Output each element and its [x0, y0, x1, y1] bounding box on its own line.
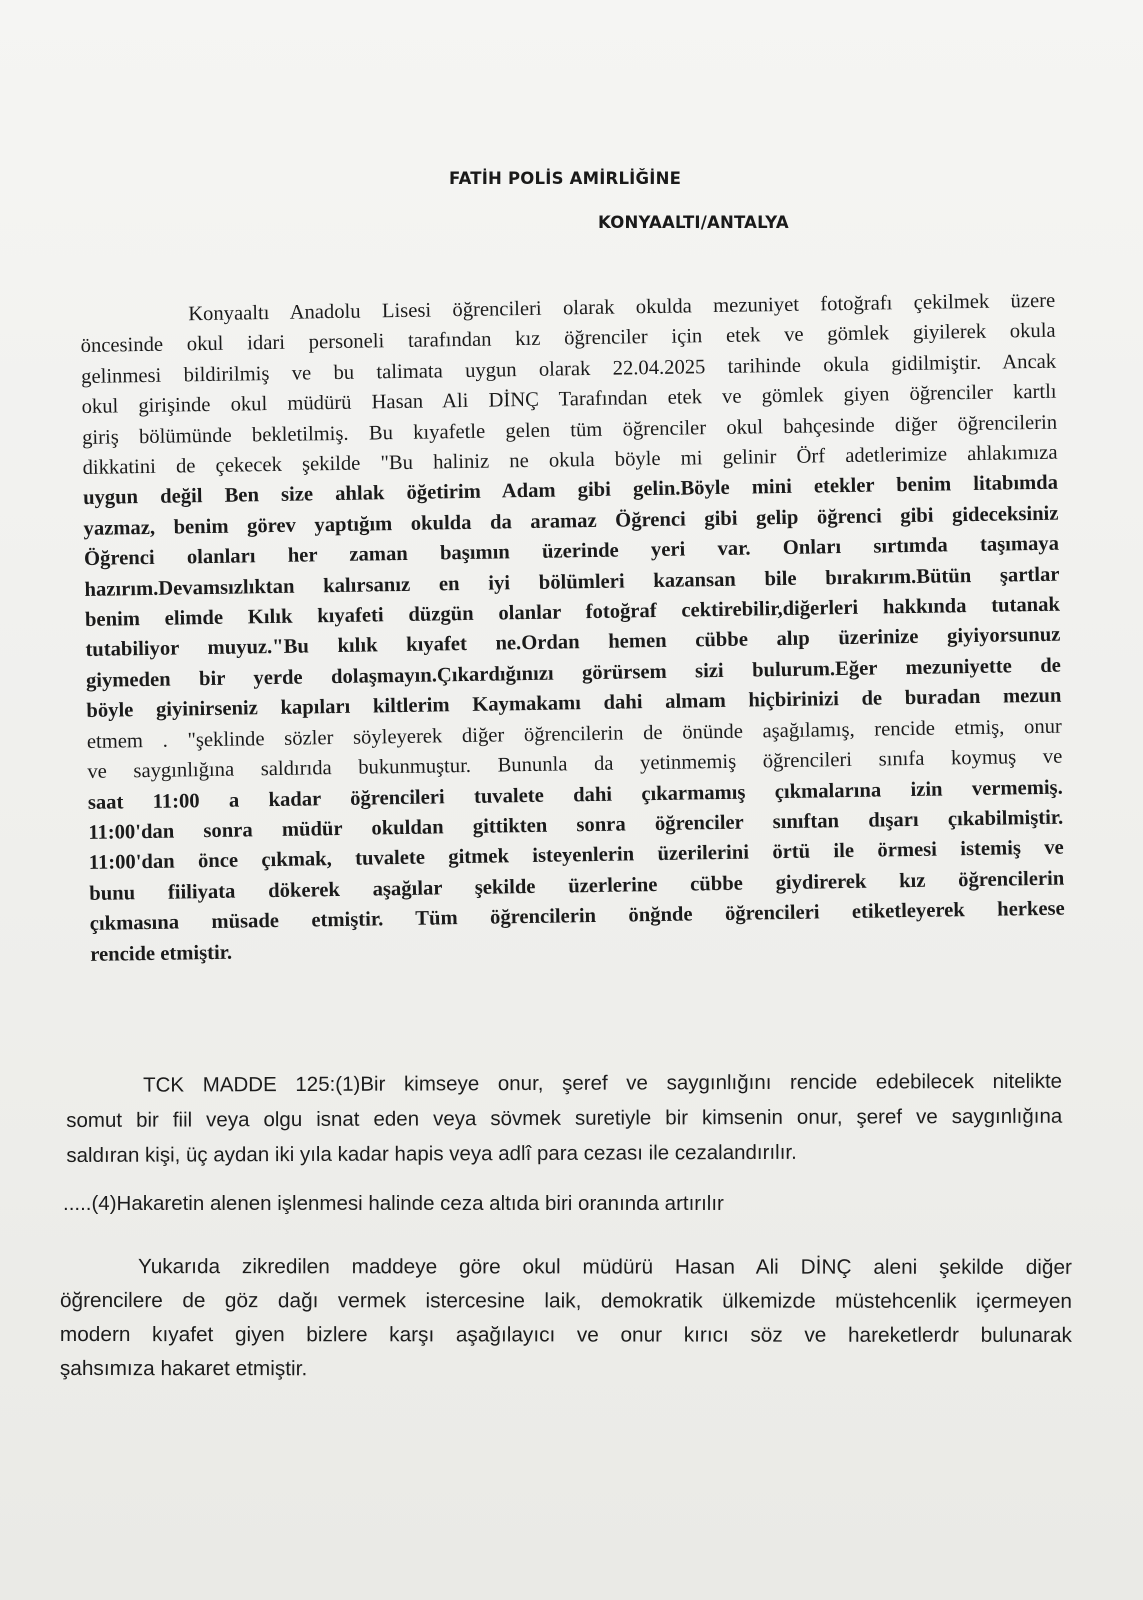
statement-line: ve saygınlığına saldırıda bukunmuştur. Bununla da yetinmemiş öğrencileri sınıfa koymuş ve — [87, 745, 1063, 784]
statement-line: dikkatini de çekecek şekilde "Bu haliniz ne okula böyle mi gelinir Örf adetlerimize ahlakımıza — [82, 441, 1058, 480]
statement-line: giriş bölümünde bekletilmiş. Bu kıyafetle gelen tüm öğrenciler okul bahçesinde diğer öğrencilerin — [81, 411, 1058, 449]
law-clause-4: .....(4)Hakaretin alenen işlenmesi halinde ceza altıda biri oranında artırılır — [63, 1192, 724, 1215]
statement-line: benim elimde Kılık kıyafeti düzgün olanlar fotoğraf cektirebilir,diğerleri hakkında tutanak — [84, 593, 1061, 632]
statement-line: yazmaz, benim görev yaptığım okulda da aramaz Öğrenci gibi gelip öğrenci gibi gideceksiniz — [83, 502, 1059, 540]
statement-line: öncesinde okul idari personeli tarafından kız öğrenciler için etek ve gömlek giyilerek okula — [80, 320, 1056, 358]
statement-paragraph — [80, 286, 1065, 970]
statement-line: çıkmasına müsade etmiştir. Tüm öğrencilerin önğnde öğrencileri etiketleyerek herkese — [89, 897, 1065, 936]
statement-line: hazırım.Devamsızlıktan kalırsanız en iyi bölümleri kazansan bile bırakırım.Bütün şartlar — [84, 563, 1060, 601]
statement-line: okul girişinde okul müdürü Hasan Ali DİNÇ Tarafından etek ve gömlek giyen öğrenciler kartlı — [81, 380, 1057, 419]
statement-line: böyle giyinirseniz kapıları kiltlerim Kaymakamı dahi almam hiçbirinizi de buradan mezun — [86, 684, 1062, 723]
conclusion-line: modern kıyafet giyen bizlere karşı aşağılayıcı ve onur kırıcı söz ve hareketlerdr bulunarak — [59, 1323, 1072, 1347]
conclusion-line: öğrencilere de göz dağı vermek istercesine laik, demokratik ülkemizde müstehcenlik içermeyen — [59, 1289, 1072, 1313]
statement-line: 11:00'dan sonra müdür okuldan gittikten sonra öğrenciler sınıftan dışarı çıkabilmiştir. — [88, 806, 1064, 844]
statement-line: gelinmesi bildirilmiş ve bu talimata uygun olarak 22.04.2025 tarihinde okula gidilmiştir. Ancak — [81, 350, 1057, 388]
statement-line: giymeden bir yerde dolaşmayın.Çıkardığınızı görürsem sizi bulurum.Eğer mezuniyette de — [85, 654, 1062, 692]
statement-line: 11:00'dan önce çıkmak, tuvalete gitmek isteyenlerin üzerilerini örtü ile örmesi istemiş ve — [88, 836, 1064, 875]
addressee-title: FATİH POLİS AMİRLİĞİNE — [449, 169, 682, 188]
statement-line: bunu fiiliyata dökerek aşağılar şekilde üzerlerine cübbe giydirerek kız öğrencilerin — [89, 867, 1065, 905]
conclusion-paragraph — [60, 1250, 1072, 1387]
statement-line: etmem . "şeklinde sözler söyleyerek diğer öğrencilerin de önünde aşağılamış, rencide etmiş, onur — [86, 715, 1062, 753]
law-line: TCK MADDE 125:(1)Bir kimseye onur, şeref ve saygınlığını rencide edebilecek nitelikte — [143, 1069, 1063, 1097]
conclusion-line: Yukarıda zikredilen maddeye göre okul müdürü Hasan Ali DİNÇ aleni şekilde diğer — [137, 1255, 1072, 1279]
law-article-paragraph — [66, 1064, 1062, 1173]
addressee-location: KONYAALTI/ANTALYA — [598, 213, 789, 232]
statement-line: tutabiliyor muyuz."Bu kılık kıyafet ne.Ordan hemen cübbe alıp üzerinize giyiyorsunuz — [85, 624, 1061, 662]
statement-line: uygun değil Ben size ahlak öğetirim Adam gibi gelin.Böyle mini etekler benim litabımda — [82, 472, 1059, 510]
statement-line: rencide etmiştir. — [90, 941, 233, 966]
law-line: somut bir fiil veya olgu isnat eden veya sövmek suretiyle bir kimsenin onur, şeref ve saygınlığına — [66, 1104, 1063, 1132]
law-line: saldıran kişi, üç aydan iki yıla kadar hapis veya adlî para cezası ile cezalandırılır. — [66, 1140, 797, 1167]
statement-line: saat 11:00 a kadar öğrencileri tuvalete dahi çıkarmamış çıkmalarına izin vermemiş. — [87, 776, 1063, 814]
statement-line: Öğrenci olanları her zaman başımın üzerinde yeri var. Onları sırtımda taşımaya — [83, 532, 1060, 571]
conclusion-line: şahsımıza hakaret etmiştir. — [59, 1357, 308, 1381]
statement-line: Konyaaltı Anadolu Lisesi öğrencileri olarak okulda mezuniyet fotoğrafı çekilmek üzere — [188, 289, 1056, 326]
